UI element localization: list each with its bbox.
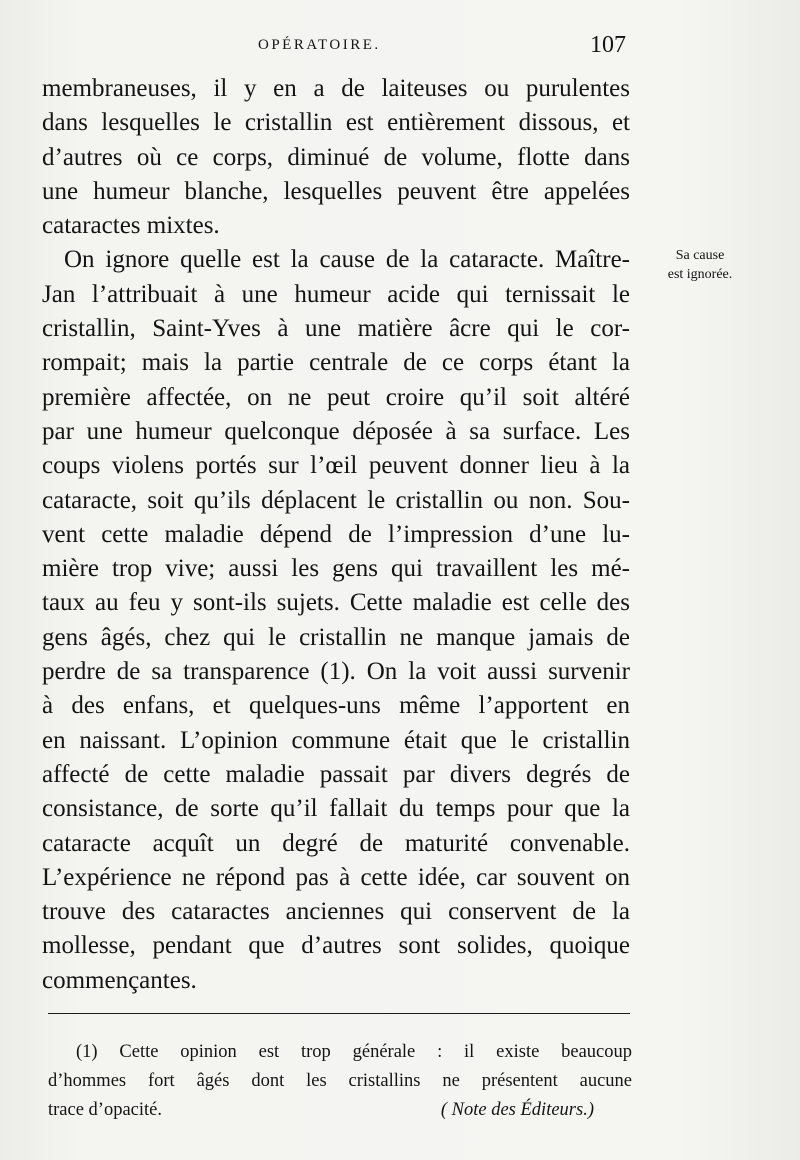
text-line: commençantes.	[42, 966, 197, 994]
text-line: perdre de sa transparence (1). On la voit aussi survenir	[42, 658, 630, 686]
text-line: L’expérience ne répond pas à cette idée, car souvent on	[42, 863, 630, 891]
text-line: dans lesquelles le cristallin est entièrement dissous, et	[42, 109, 630, 137]
text-line: en naissant. L’opinion commune était que le cristallin	[42, 726, 630, 754]
text-line: cataracte, soit qu’ils déplacent le cristallin ou non. Sou-	[42, 486, 630, 514]
footnote-line: trace d’opacité.	[48, 1100, 163, 1120]
text-line: rompait; mais la partie centrale de ce corps étant la	[42, 349, 630, 377]
margin-note	[660, 246, 740, 284]
text-line: affecté de cette maladie passait par divers degrés de	[42, 760, 630, 788]
text-line: mollesse, pendant que d’autres sont solides, quoique	[42, 932, 630, 960]
text-line: mière trop vive; aussi les gens qui travaillent les mé-	[42, 555, 630, 583]
text-line: consistance, de sorte qu’il fallait du temps pour que la	[42, 795, 630, 823]
footnote-rule	[48, 1013, 630, 1014]
main-text-block	[42, 72, 630, 998]
text-line: une humeur blanche, lesquelles peuvent être appelées	[42, 177, 630, 205]
text-line: Jan l’attribuait à une humeur acide qui ternissait le	[42, 280, 630, 308]
running-head: OPÉRATOIRE.	[258, 37, 381, 53]
footnote-last-line	[48, 1096, 632, 1125]
page-header	[258, 34, 626, 58]
text-line: trouve des cataractes anciennes qui conservent de la	[42, 898, 630, 926]
text-line: cristallin, Saint-Yves à une matière âcre qui le cor-	[42, 315, 630, 343]
text-line: d’autres où ce corps, diminué de volume, flotte dans	[42, 143, 630, 171]
text-line: première affectée, on ne peut croire qu’il soit altéré	[42, 383, 630, 411]
footnote-line: (1) Cette opinion est trop générale : il existe beaucoup	[76, 1042, 632, 1062]
text-line: On ignore quelle est la cause de la cataracte. Maître-	[64, 246, 630, 274]
text-line: à des enfans, et quelques-uns même l’apportent en	[42, 692, 630, 720]
editors-note-credit: ( Note des Éditeurs.)	[440, 1100, 594, 1120]
text-line: gens âgés, chez qui le cristallin ne manque jamais de	[42, 623, 630, 651]
footnote	[48, 1038, 632, 1125]
text-line: coups violens portés sur l’œil peuvent donner lieu à la	[42, 452, 630, 480]
text-line: cataractes mixtes.	[42, 212, 220, 240]
margin-note-line: est ignorée.	[667, 267, 733, 282]
text-line: vent cette maladie dépend de l’impression d’une lu-	[42, 520, 630, 548]
text-line: par une humeur quelconque déposée à sa surface. Les	[42, 417, 630, 445]
footnote-line: d’hommes fort âgés dont les cristallins ne présentent aucune	[48, 1071, 632, 1091]
text-line: membraneuses, il y en a de laiteuses ou purulentes	[42, 75, 630, 102]
text-line: taux au feu y sont-ils sujets. Cette maladie est celle des	[42, 589, 630, 617]
page-number: 107	[590, 32, 626, 58]
margin-note-line: Sa cause	[675, 248, 725, 263]
text-line: cataracte acquît un degré de maturité convenable.	[42, 829, 630, 857]
